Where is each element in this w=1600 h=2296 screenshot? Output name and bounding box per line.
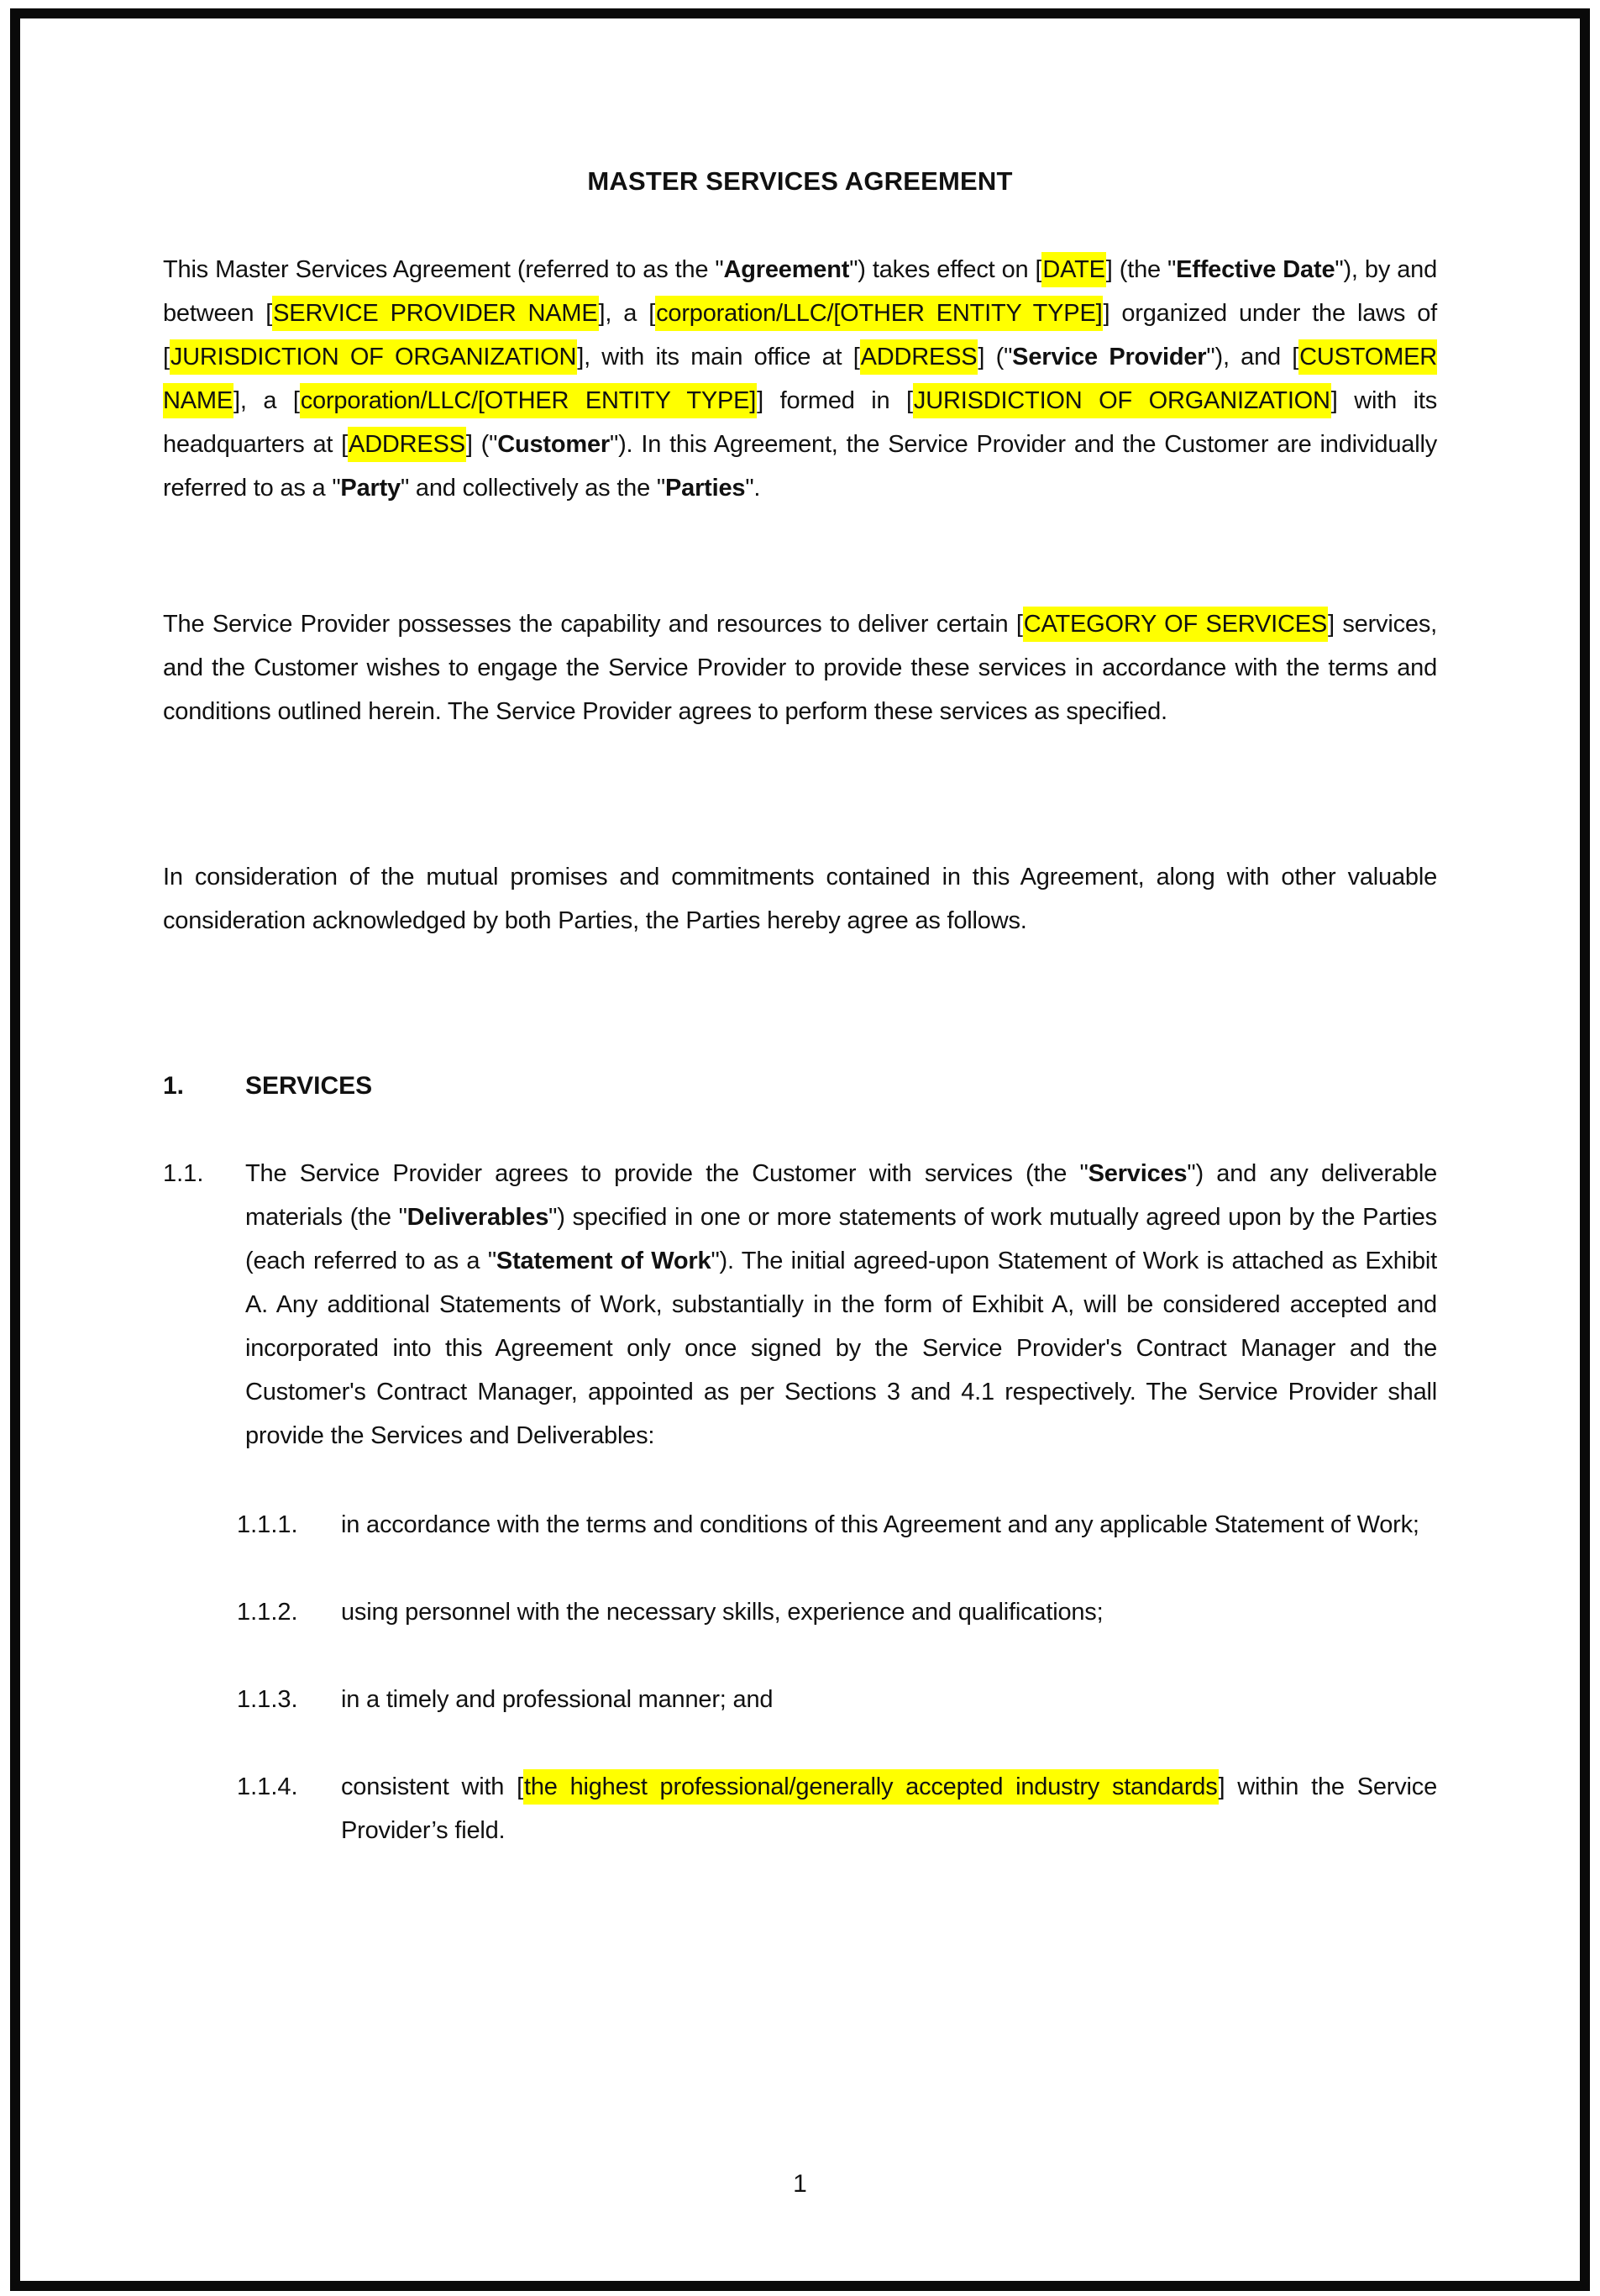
- subclause-number: 1.1.4.: [237, 1773, 298, 1800]
- section-label: SERVICES: [245, 1072, 373, 1100]
- clause-1-1: [163, 1152, 1437, 1458]
- subclause-1-1-1: [237, 1503, 1437, 1547]
- capability-paragraph: The Service Provider possesses the capability and resources to deliver certain [CATEGORY OF SERVICES] services, and the Customer wishes to engage the Service Provider to provide these services in accordance with the terms and conditions outlined herein. The Service Provider agrees to perform these services as specified.: [163, 602, 1437, 733]
- document-content: [163, 18, 1437, 1852]
- subclause-number: 1.1.3.: [237, 1686, 298, 1713]
- section-number: 1.: [163, 1072, 185, 1100]
- clause-number: 1.1.: [163, 1160, 204, 1187]
- section-heading-services: [163, 1064, 1437, 1108]
- subclause-1-1-3: [237, 1678, 1437, 1721]
- document-title: MASTER SERVICES AGREEMENT: [587, 166, 1013, 196]
- subclause-1-1-4: [237, 1765, 1437, 1852]
- page-number: 1: [793, 2170, 807, 2198]
- subclause-text: in a timely and professional manner; and: [341, 1686, 774, 1713]
- subclause-text: in accordance with the terms and conditions of this Agreement and any applicable Statement of Work;: [341, 1511, 1419, 1538]
- intro-paragraph: This Master Services Agreement (referred to as the "Agreement") takes effect on [DATE] (the "Effective Date"), by and between [SERVICE PROVIDER NAME], a [corporation/LLC/[OTHER ENTITY TYPE]] organized under the laws of [JURISDICTION OF ORGANIZATION], with its main office at [ADDRESS] ("Service Provider"), and [CUSTOMER NAME], a [corporation/LLC/[OTHER ENTITY TYPE]] formed in [JURISDICTION OF ORGANIZATION] with its headquarters at [ADDRESS] ("Customer"). In this Agreement, the Service Provider and the Customer are individually referred to as a "Party" and collectively as the "Parties".: [163, 248, 1437, 510]
- subclause-number: 1.1.2.: [237, 1599, 298, 1626]
- clause-text: The Service Provider agrees to provide the Customer with services (the "Services") and any deliverable materials (the "Deliverables") specified in one or more statements of work mutually agreed upon by the Parties (each referred to as a "Statement of Work"). The initial agreed-upon Statement of Work is attached as Exhibit A. Any additional Statements of Work, substantially in the form of Exhibit A, will be considered accepted and incorporated into this Agreement only once signed by the Service Provider's Contract Manager and the Customer's Contract Manager, appointed as per Sections 3 and 4.1 respectively. The Service Provider shall provide the Services and Deliverables:: [245, 1160, 1438, 1449]
- consideration-paragraph: In consideration of the mutual promises and commitments contained in this Agreement, along with other valuable consideration acknowledged by both Parties, the Parties hereby agree as follows.: [163, 864, 1437, 934]
- page-frame: [10, 8, 1590, 2291]
- subclause-text: using personnel with the necessary skills, experience and qualifications;: [341, 1599, 1104, 1626]
- subclause-number: 1.1.1.: [237, 1511, 298, 1538]
- subclause-text: consistent with [the highest professional/generally accepted industry standards] within the Service Provider’s field.: [341, 1765, 1437, 1852]
- subclause-1-1-2: [237, 1590, 1437, 1634]
